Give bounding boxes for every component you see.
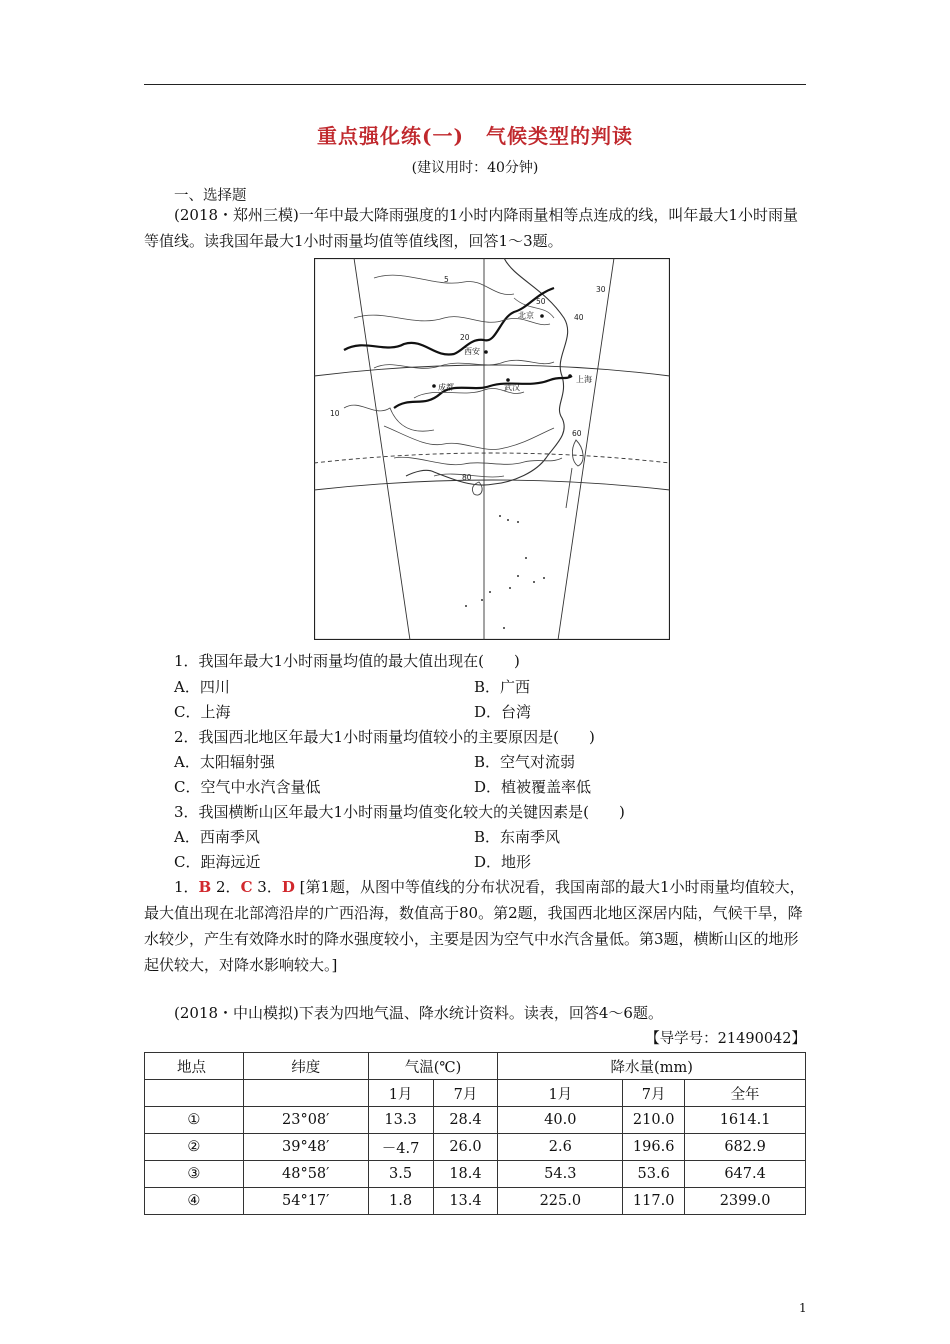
question-3-option-b: B．东南季风 — [474, 828, 561, 846]
header-precipitation: 降水量(mm) — [498, 1053, 806, 1080]
suggested-time: (建议用时：40分钟) — [411, 160, 539, 176]
question-1-stem: 1．我国年最大1小时雨量均值的最大值出现在( ) — [174, 652, 520, 670]
table-row: ② 39°48′ －4.7 26.0 2.6 196.6 682.9 — [145, 1134, 806, 1161]
answer-2: C — [240, 878, 253, 896]
table-row: ③ 48°58′ 3.5 18.4 54.3 53.6 647.4 — [145, 1161, 806, 1188]
question-1-option-d: D．台湾 — [474, 703, 532, 721]
intro-paragraph-1: (2018・郑州三模)一年中最大降雨强度的1小时内降雨量相等点连成的线，叫年最大1小时雨量等值线。读我国年最大1小时雨量均值等值线图，回答1～3题。 — [144, 206, 798, 250]
question-3-option-a: A．西南季风 — [174, 828, 260, 846]
title-part1: 重点强化练(一) — [317, 124, 464, 148]
question-1-option-a: A．四川 — [174, 678, 230, 696]
map-city-beijing: 北京 — [518, 311, 534, 320]
answer-explanation: 1．B 2．C 3．D [第1题，从图中等值线的分布状况看，我国南部的最大1小时雨量均值较大，最大值出现在北部湾沿岸的广西沿海，数值高于80。第2题，我国西北地区深居内陆，气候干旱，降水较少，产生有效降水时的降水强度较小，主要是因为空气中水汽含量低。第3题，横断山区的地形起伏较大，对降水影响较大。] — [144, 878, 805, 974]
contour-label-5: 5 — [444, 275, 449, 284]
top-rule — [144, 84, 806, 85]
explanation-text: [第1题，从图中等值线的分布状况看，我国南部的最大1小时雨量均值较大，最大值出现在北部湾沿岸的广西沿海，数值高于80。第2题，我国西北地区深居内陆，气候干旱，降水较少，产生有效降水时的降水强度较小，主要是因为空气中水汽含量低。第3题，横断山区的地形起伏较大，对降水影响较大。] — [144, 878, 805, 974]
answer-3: D — [281, 878, 295, 896]
answer-1: B — [198, 878, 212, 896]
page-number: 1 — [799, 1301, 807, 1315]
section-heading: 一、选择题 — [174, 188, 247, 204]
contour-label-80: 80 — [462, 473, 472, 482]
page-title — [0, 120, 950, 149]
question-3-stem: 3．我国横断山区年最大1小时雨量均值变化较大的关键因素是( ) — [174, 803, 625, 821]
contour-label-10: 10 — [330, 409, 340, 418]
intro-paragraph-2: (2018・中山模拟)下表为四地气温、降水统计资料。读表，回答4～6题。 — [174, 1004, 663, 1022]
contour-label-60: 60 — [572, 429, 582, 438]
map-city-xian: 西安 — [464, 347, 480, 356]
question-1-option-b: B．广西 — [474, 678, 531, 696]
rainfall-isoline-map — [314, 258, 670, 640]
question-2-stem: 2．我国西北地区年最大1小时雨量均值较小的主要原因是( ) — [174, 728, 595, 746]
guide-number: 【导学号：21490042】 — [645, 1031, 806, 1047]
table-row: ① 23°08′ 13.3 28.4 40.0 210.0 1614.1 — [145, 1107, 806, 1134]
question-3-option-d: D．地形 — [474, 853, 532, 871]
question-2-option-d: D．植被覆盖率低 — [474, 778, 592, 796]
header-precip-year: 全年 — [685, 1080, 806, 1107]
contour-label-20: 20 — [460, 333, 470, 342]
header-precip-jan: 1月 — [498, 1080, 623, 1107]
map-city-wuhan: 武汉 — [504, 383, 520, 392]
header-precip-jul: 7月 — [623, 1080, 685, 1107]
header-temperature: 气温(℃) — [368, 1053, 498, 1080]
header-latitude: 纬度 — [243, 1053, 368, 1080]
header-place: 地点 — [145, 1053, 244, 1080]
question-2-option-c: C．空气中水汽含量低 — [174, 778, 321, 796]
question-2-option-b: B．空气对流弱 — [474, 753, 576, 771]
header-temp-jan: 1月 — [368, 1080, 433, 1107]
climate-data-table — [144, 1052, 806, 1215]
map-city-shanghai: 上海 — [576, 375, 592, 384]
contour-label-30: 30 — [596, 285, 606, 294]
contour-label-40: 40 — [574, 313, 584, 322]
title-part2: 气候类型的判读 — [485, 124, 633, 148]
question-2-option-a: A．太阳辐射强 — [174, 753, 275, 771]
map-city-chengdu: 成都 — [438, 383, 454, 392]
contour-label-50: 50 — [536, 297, 546, 306]
question-3-option-c: C．距海远近 — [174, 853, 261, 871]
header-temp-jul: 7月 — [433, 1080, 498, 1107]
table-row: ④ 54°17′ 1.8 13.4 225.0 117.0 2399.0 — [145, 1188, 806, 1215]
question-1-option-c: C．上海 — [174, 703, 231, 721]
